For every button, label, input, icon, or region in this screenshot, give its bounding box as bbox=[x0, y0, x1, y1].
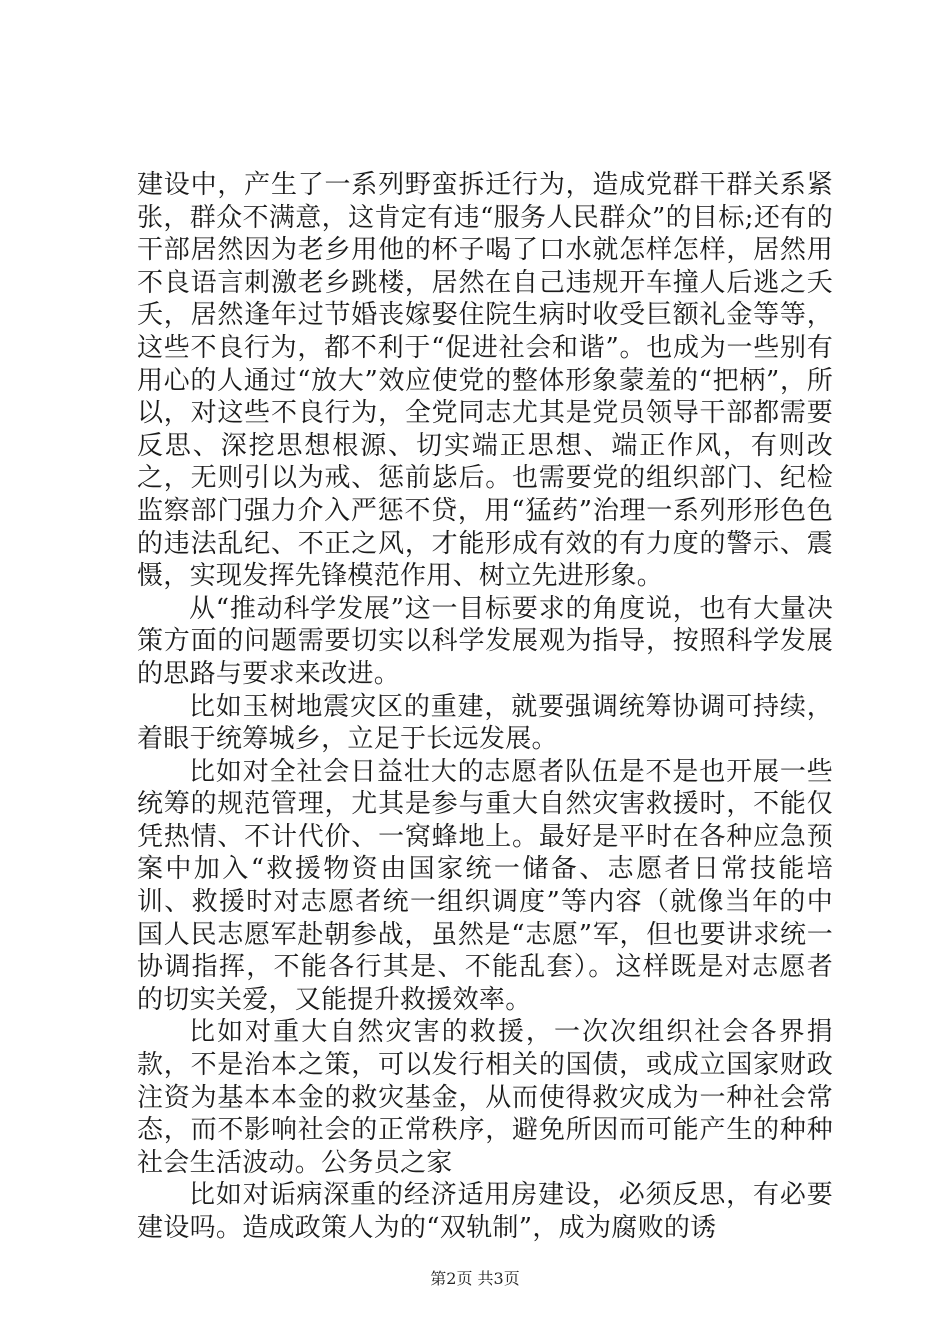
paragraph-5: 比如对重大自然灾害的救援，一次次组织社会各界捐款，不是治本之策，可以发行相关的国债，或成立国家财政注资为基本本金的救灾基金，从而使得救灾成为一种社会常态，而不影响社会的正常秩序，避免所因而可能产生的种种社会生活波动。公务员之家 bbox=[137, 1017, 833, 1178]
paragraph-6: 比如对诟病深重的经济适用房建设，必须反思，有必要建设吗。造成政策人为的“双轨制”，成为腐败的诱 bbox=[137, 1180, 833, 1243]
paragraph-3: 比如玉树地震灾区的重建，就要强调统筹协调可持续，着眼于统筹城乡，立足于长远发展。 bbox=[137, 691, 833, 755]
paragraph-2: 从“推动科学发展”这一目标要求的角度说，也有大量决策方面的问题需要切实以科学发展观为指导，按照科学发展的思路与要求来改进。 bbox=[137, 593, 833, 689]
paragraph-4: 比如对全社会日益壮大的志愿者队伍是不是也开展一些统筹的规范管理，尤其是参与重大自然灾害救援时，不能仅凭热情、不计代价、一窝蜂地上。最好是平时在各种应急预案中加入“救援物资由国家统一储备、志愿者日常技能培训、救援时对志愿者统一组织调度”等内容（就像当年的中国人民志愿军赴朝参战，虽然是“志愿”军，但也要讲求统一协调指挥，不能各行其是、不能乱套）。这样既是对志愿者的切实关爱，又能提升救援效率。 bbox=[137, 756, 833, 1015]
page-number-footer: 第2页 共3页 bbox=[430, 1269, 520, 1288]
paragraph-1: 建设中，产生了一系列野蛮拆迁行为，造成党群干群关系紧张，群众不满意，这肯定有违“服务人民群众”的目标;还有的干部居然因为老乡用他的杯子喝了口水就怎样怎样，居然用不良语言刺激老乡跳楼，居然在自己违规开车撞人后逃之夭夭，居然逢年过节婚丧嫁娶住院生病时收受巨额礼金等等，这些不良行为，都不利于“促进社会和谐”。也成为一些别有用心的人通过“放大”效应使党的整体形象蒙羞的“把柄”，所以，对这些不良行为，全党同志尤其是党员领导干部都需要反思、深挖思想根源、切实端正思想、端正作风，有则改之，无则引以为戒、惩前毖后。也需要党的组织部门、纪检监察部门强力介入严惩不贷，用“猛药”治理一系列形形色色的违法乱纪、不正之风，才能形成有效的有力度的警示、震慑，实现发挥先锋模范作用、树立先进形象。 bbox=[137, 170, 833, 592]
document-body bbox=[137, 169, 833, 1245]
